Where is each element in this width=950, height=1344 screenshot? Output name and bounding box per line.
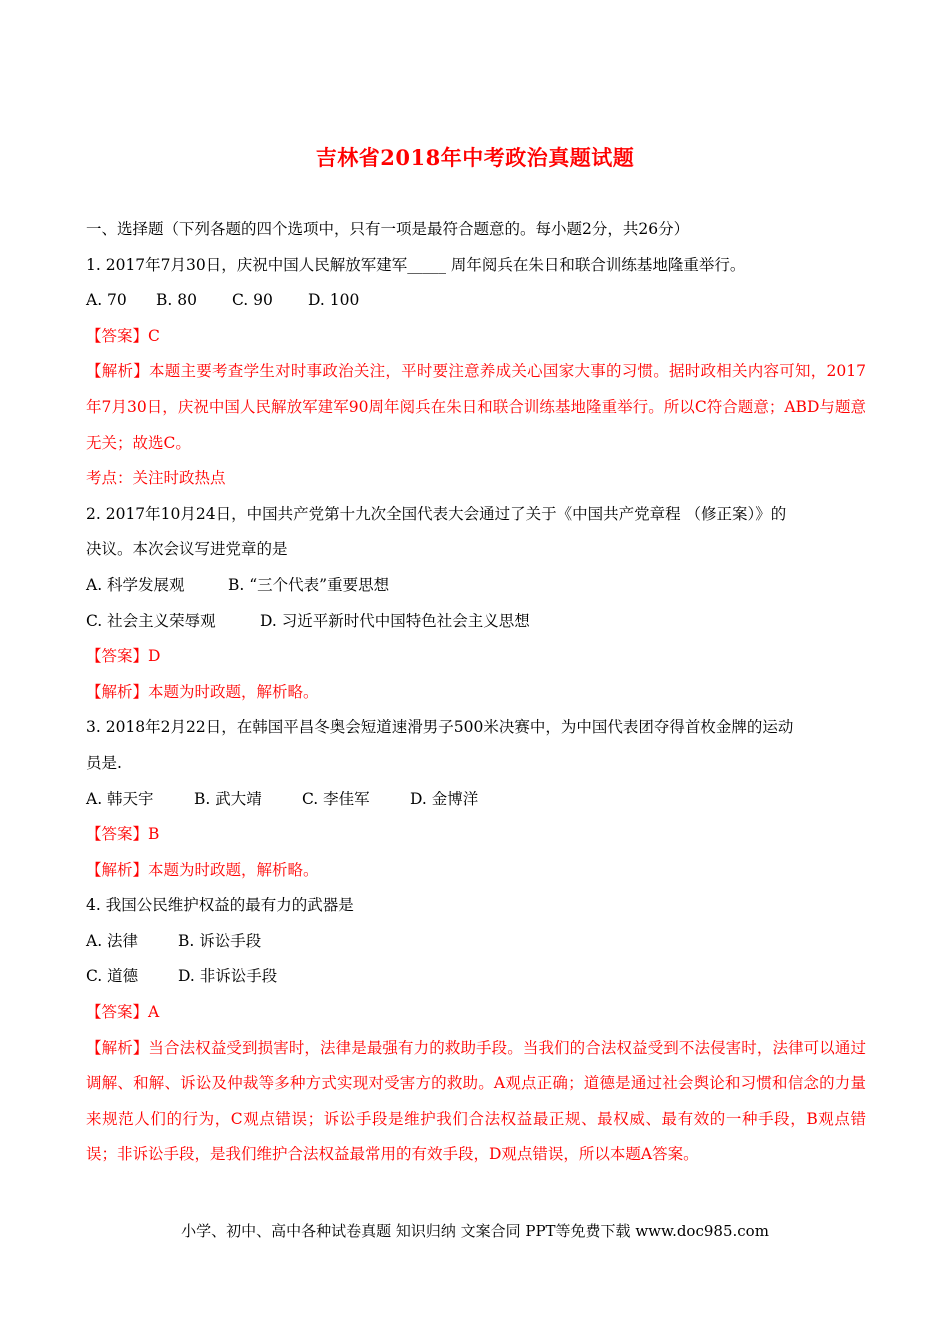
option-d: D. 习近平新时代中国特色社会主义思想 bbox=[260, 611, 530, 630]
option-a: A. 韩天宇 bbox=[86, 789, 154, 808]
option-b: B. 诉讼手段 bbox=[178, 931, 262, 950]
question-2-options-row1 bbox=[86, 568, 866, 604]
exam-content bbox=[86, 212, 866, 1173]
question-4-options-row1 bbox=[86, 924, 866, 960]
option-c: C. 社会主义荣辱观 bbox=[86, 611, 216, 630]
question-2-answer: 【答案】D bbox=[86, 647, 161, 666]
page-title: 吉林省2018年中考政治真题试题 bbox=[315, 145, 635, 170]
option-a: A. 科学发展观 bbox=[86, 575, 185, 594]
section-heading: 一、选择题（下列各题的四个选项中，只有一项是最符合题意的。每小题2分，共26分） bbox=[86, 220, 690, 238]
question-1-answer: 【答案】C bbox=[86, 326, 160, 345]
question-4-answer: 【答案】A bbox=[86, 1003, 160, 1022]
page-footer: 小学、初中、高中各种试卷真题 知识归纳 文案合同 PPT等免费下载 www.doc985.com bbox=[181, 1222, 769, 1240]
option-d: D. 100 bbox=[308, 291, 360, 310]
question-4-options-row2 bbox=[86, 959, 866, 995]
question-3-analysis: 【解析】本题为时政题，解析略。 bbox=[86, 860, 319, 879]
option-d: D. 非诉讼手段 bbox=[178, 967, 278, 986]
option-c: C. 90 bbox=[232, 291, 273, 310]
question-2-analysis: 【解析】本题为时政题，解析略。 bbox=[86, 682, 319, 701]
question-1-analysis: 【解析】本题主要考查学生对时事政治关注，平时要注意养成关心国家大事的习惯。据时政相关内容可知，2017年7月30日，庆祝中国人民解放军建军90周年阅兵在朱日和联合训练基地隆重举行。所以C符合题意；ABD与题意无关；故选C。 bbox=[86, 362, 866, 452]
question-3-options bbox=[86, 782, 866, 818]
option-a: A. 法律 bbox=[86, 931, 139, 950]
option-c: C. 李佳军 bbox=[302, 789, 370, 808]
question-1-stem: 1. 2017年7月30日，庆祝中国人民解放军建军_____ 周年阅兵在朱日和联合训练基地隆重举行。 bbox=[86, 255, 746, 274]
option-a: A. 70 bbox=[86, 291, 127, 310]
question-2-options-row2 bbox=[86, 604, 866, 640]
question-3-answer: 【答案】B bbox=[86, 825, 160, 844]
question-2-stem-cont: 决议。本次会议写进党章的是 bbox=[86, 540, 288, 559]
option-b: B. 武大靖 bbox=[194, 789, 262, 808]
option-b: B. 80 bbox=[156, 291, 197, 310]
question-2-stem: 2. 2017年10月24日，中国共产党第十九次全国代表大会通过了关于《中国共产党章程 （修正案）》的 bbox=[86, 504, 787, 523]
option-c: C. 道德 bbox=[86, 967, 139, 986]
question-4-analysis: 【解析】当合法权益受到损害时，法律是最强有力的救助手段。当我们的合法权益受到不法侵害时，法律可以通过调解、和解、诉讼及仲裁等多种方式实现对受害方的救助。A观点正确；道德是通过社会舆论和习惯和信念的力量来规范人们的行为，C观点错误；诉讼手段是维护我们合法权益最正规、最权威、最有效的一种手段，B观点错误；非诉讼手段，是我们维护合法权益最常用的有效手段，D观点错误，所以本题A答案。 bbox=[86, 1038, 866, 1164]
question-1-point: 考点：关注时政热点 bbox=[86, 469, 226, 488]
question-3-stem: 3. 2018年2月22日，在韩国平昌冬奥会短道速滑男子500米决赛中，为中国代表团夺得首枚金牌的运动 bbox=[86, 718, 794, 737]
question-4-stem: 4. 我国公民维护权益的最有力的武器是 bbox=[86, 896, 354, 915]
question-1-options bbox=[86, 283, 866, 319]
question-3-stem-cont: 员是. bbox=[86, 753, 122, 772]
option-d: D. 金博洋 bbox=[410, 789, 479, 808]
option-b: B. “三个代表”重要思想 bbox=[228, 575, 390, 594]
